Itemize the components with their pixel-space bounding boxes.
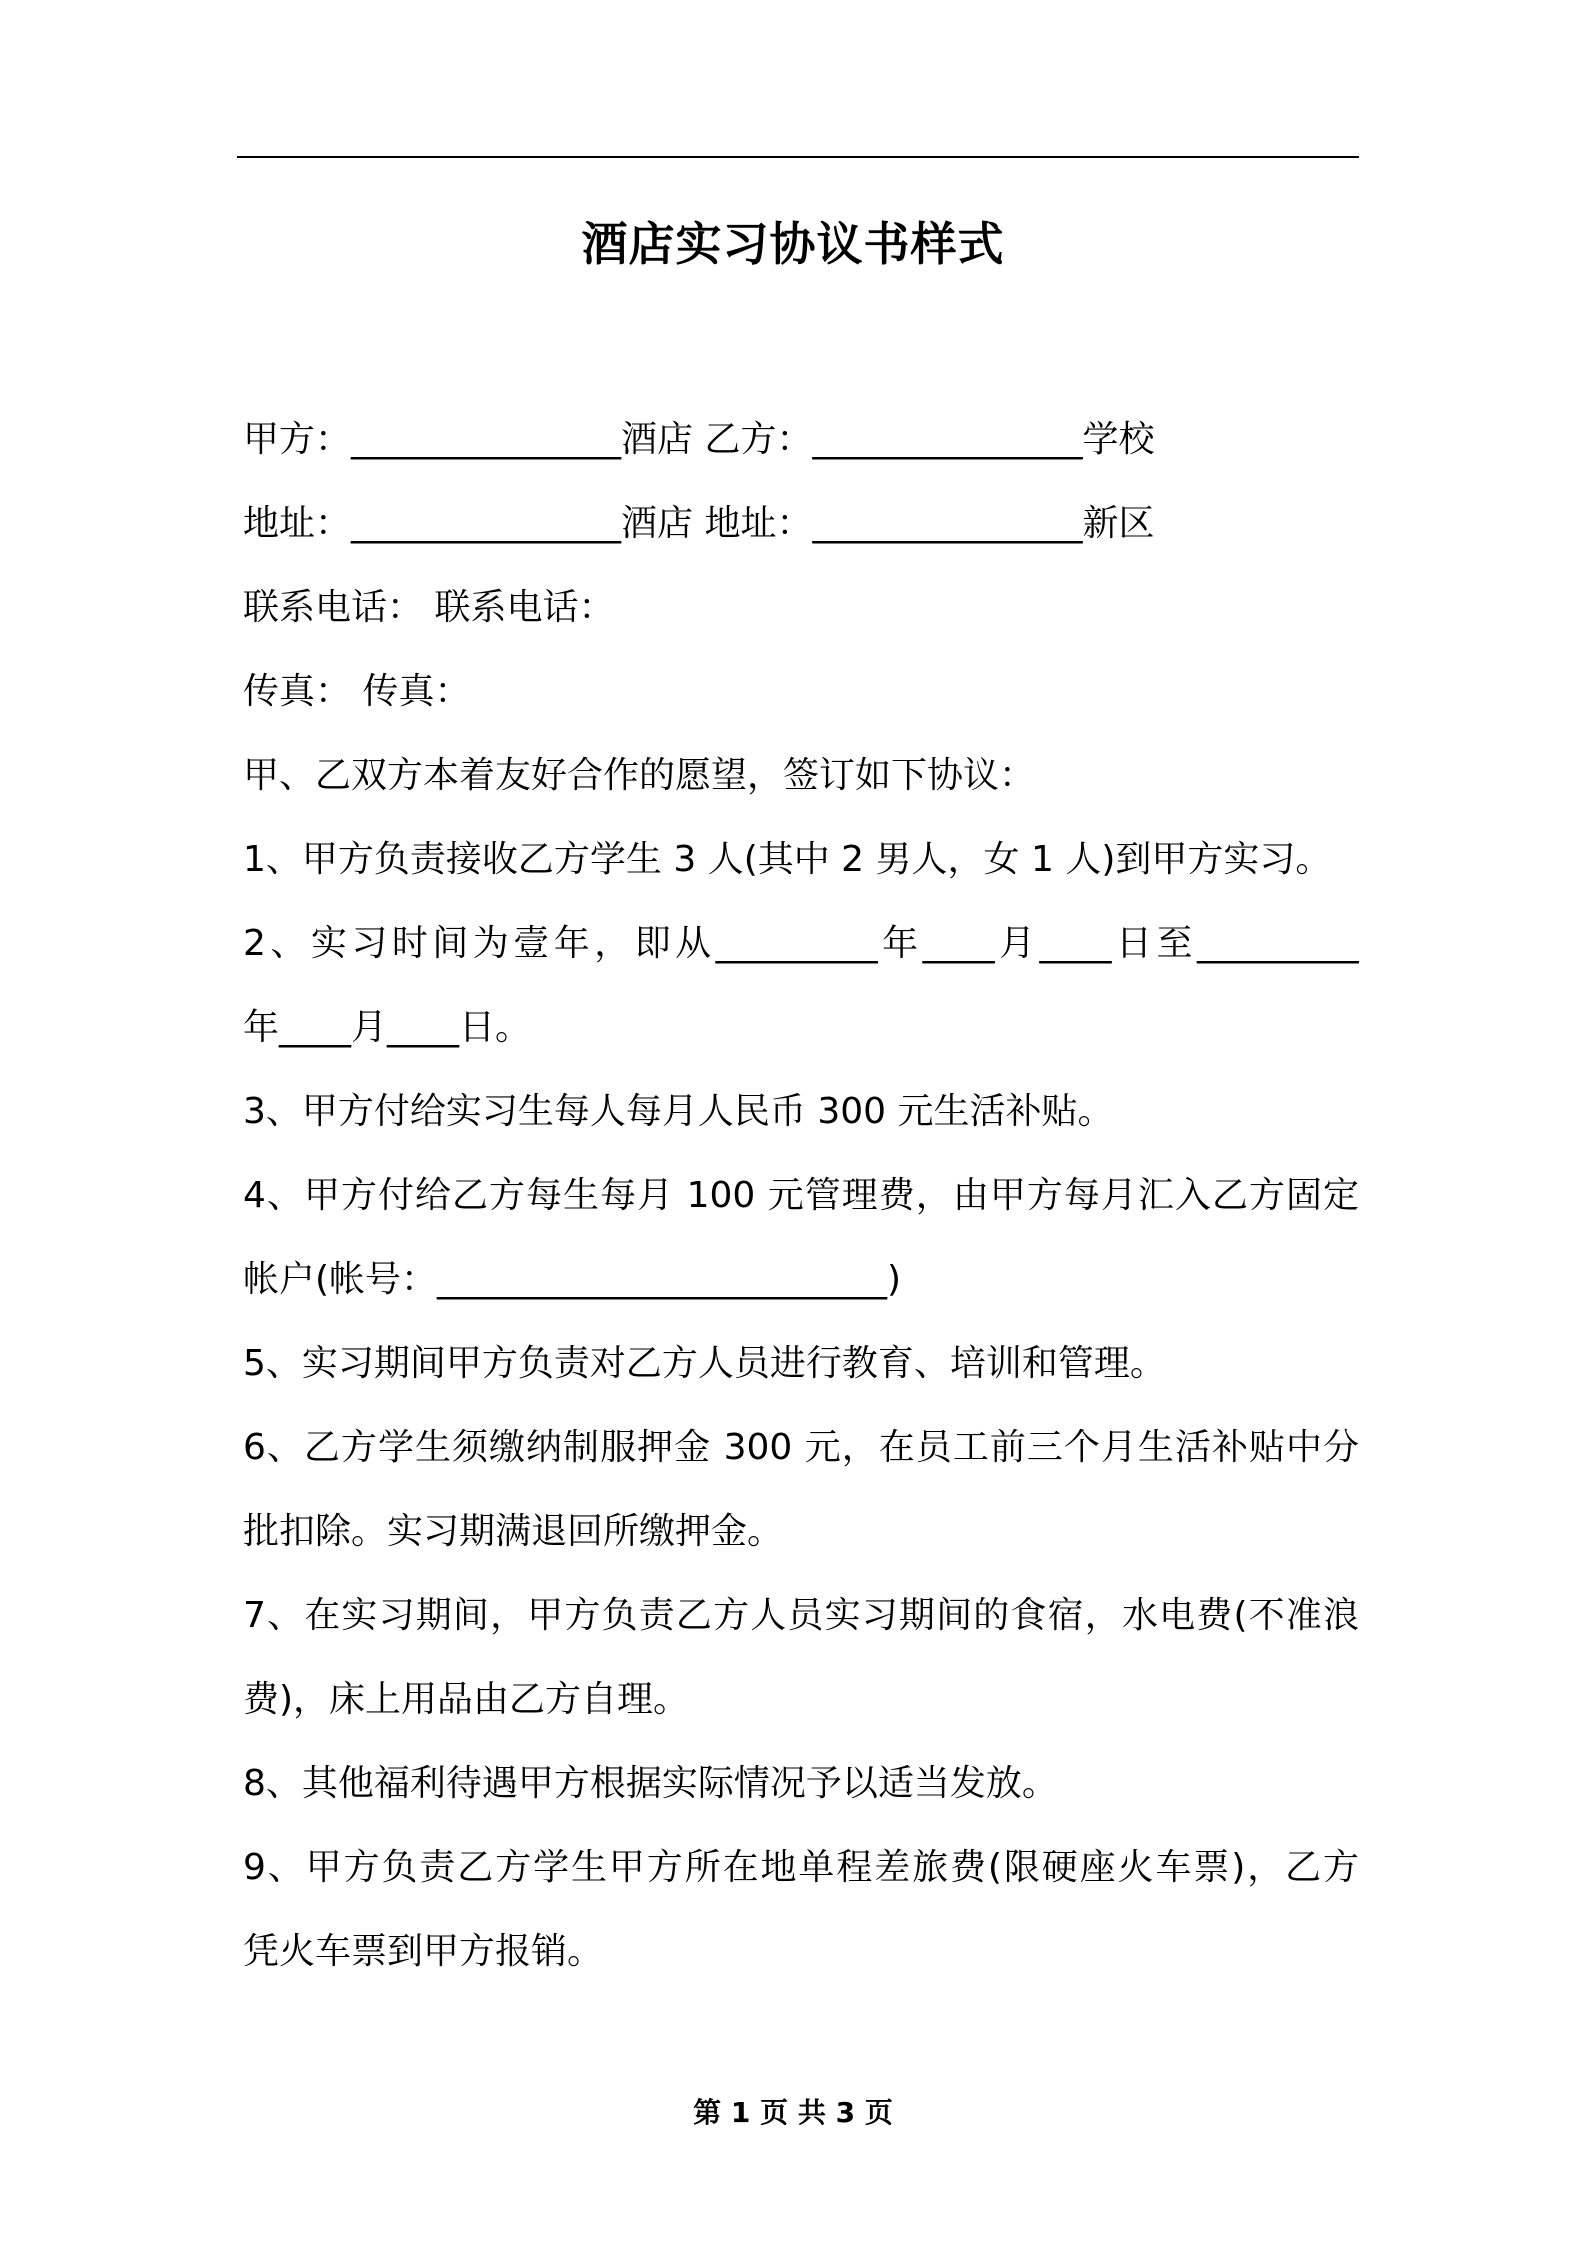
clause-5: 5、实习期间甲方负责对乙方人员进行教育、培训和管理。 xyxy=(243,1343,1166,1384)
clause-2-line-1: 2、实习时间为壹年，即从_________年____月____日至_________ xyxy=(243,923,1359,964)
clause-6-line-1: 6、乙方学生须缴纳制服押金 300 元，在员工前三个月生活补贴中分 xyxy=(243,1427,1359,1468)
document-body xyxy=(243,398,1359,1994)
document-title: 酒店实习协议书样式 xyxy=(581,217,1005,271)
clause-3: 3、甲方付给实习生每人每月人民币 300 元生活补贴。 xyxy=(243,1091,1114,1132)
clause-8: 8、其他福利待遇甲方根据实际情况予以适当发放。 xyxy=(243,1763,1058,1804)
party-name-line: 甲方：_______________酒店 乙方：_______________学校 xyxy=(243,419,1155,460)
agreement-intro: 甲、乙双方本着友好合作的愿望，签订如下协议： xyxy=(243,755,1036,796)
party-fax-line: 传真： 传真： xyxy=(243,671,471,712)
clause-7-line-2: 费)，床上用品由乙方自理。 xyxy=(243,1679,690,1720)
clause-1: 1、甲方负责接收乙方学生 3 人(其中 2 男人，女 1 人)到甲方实习。 xyxy=(243,839,1332,880)
party-phone-line: 联系电话： 联系电话： xyxy=(243,587,615,628)
party-address-line: 地址：_______________酒店 地址：_______________新区 xyxy=(243,503,1155,544)
clause-9-line-2: 凭火车票到甲方报销。 xyxy=(243,1931,604,1972)
page-footer: 第 1 页 共 3 页 xyxy=(693,2096,893,2129)
clause-6-line-2: 批扣除。实习期满退回所缴押金。 xyxy=(243,1511,784,1552)
clause-7-line-1: 7、在实习期间，甲方负责乙方人员实习期间的食宿，水电费(不准浪 xyxy=(243,1595,1359,1636)
header-rule xyxy=(237,156,1359,158)
clause-4-line-2: 帐户(帐号：_________________________) xyxy=(243,1259,902,1300)
clause-4-line-1: 4、甲方付给乙方每生每月 100 元管理费，由甲方每月汇入乙方固定 xyxy=(243,1175,1359,1216)
clause-2-line-2: 年____月____日。 xyxy=(243,1007,532,1048)
clause-9-line-1: 9、甲方负责乙方学生甲方所在地单程差旅费(限硬座火车票)，乙方 xyxy=(243,1847,1359,1888)
